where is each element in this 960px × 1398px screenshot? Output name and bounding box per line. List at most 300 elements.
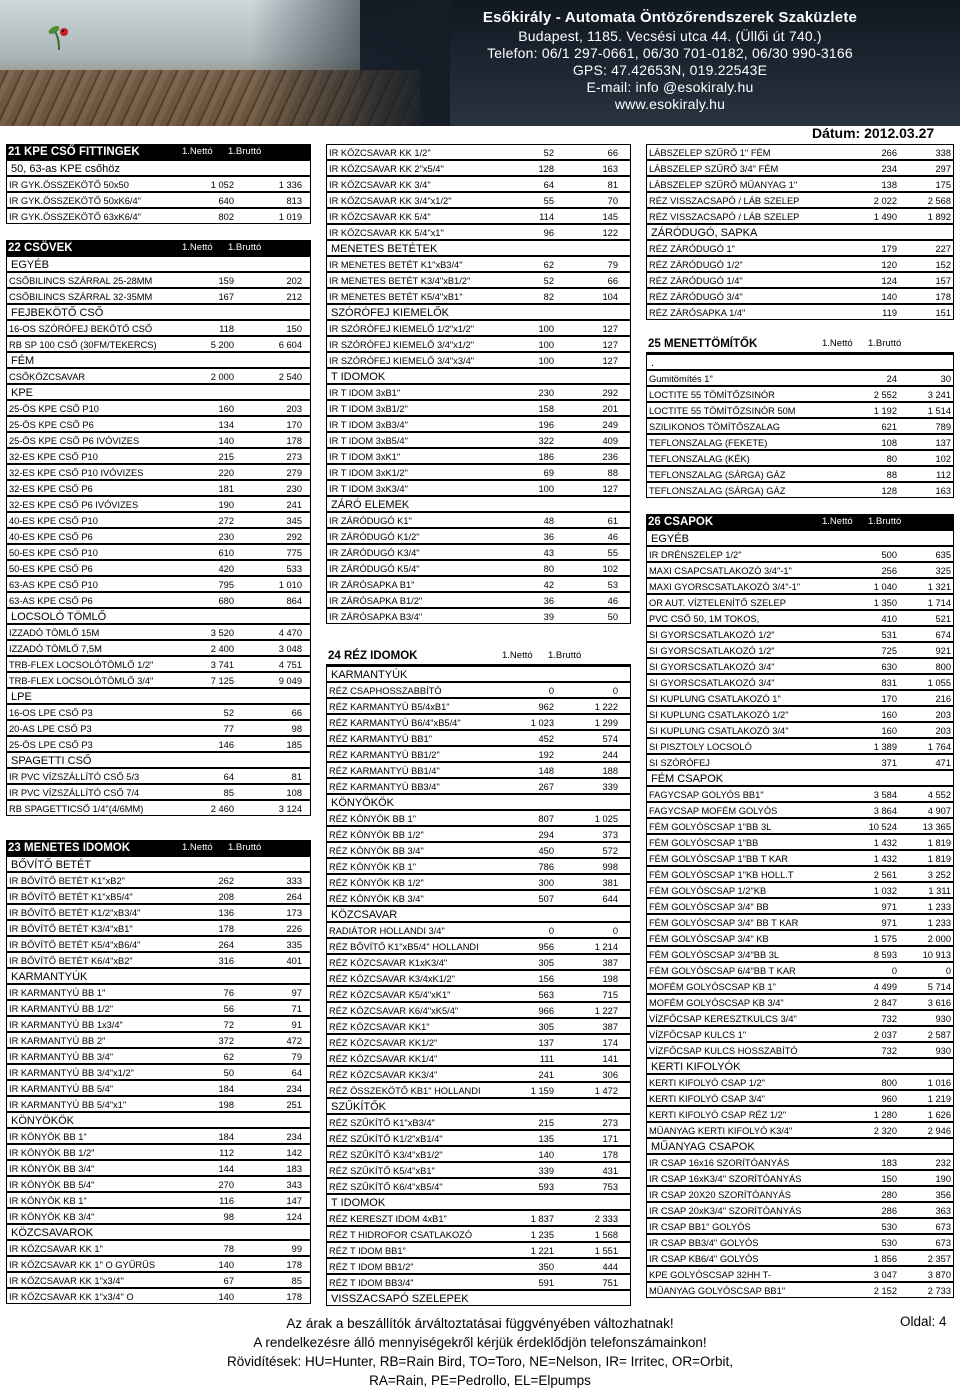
header-banner — [0, 0, 960, 126]
product-name: RÉZ KÖNYÖK BB 1/2" — [329, 830, 424, 840]
table-row — [6, 872, 311, 888]
gross-price: 1 321 — [927, 582, 951, 592]
subcategory-header — [326, 666, 631, 682]
table-row — [646, 240, 954, 256]
table-row — [326, 858, 631, 874]
net-price: 64 — [543, 180, 554, 190]
subcategory-title: MENETES BETÉTEK — [331, 243, 438, 255]
product-name: IR KÖZCSAVAR KK 2"x5/4" — [329, 164, 444, 174]
net-price: 286 — [881, 1206, 897, 1216]
product-name: RÉZ KARMANTYÚ BB1/2" — [329, 750, 440, 760]
product-name: RÉZ KARMANTYÚ BB1/4" — [329, 766, 440, 776]
net-price: 170 — [881, 694, 897, 704]
table-row — [6, 984, 311, 1000]
table-row — [326, 890, 631, 906]
net-price: 322 — [538, 436, 554, 446]
net-price: 5 200 — [210, 340, 234, 350]
table-row — [326, 336, 631, 352]
subcategory-title: SPAGETTI CSŐ — [11, 755, 92, 767]
net-price: 62 — [223, 1052, 234, 1062]
gross-price: 157 — [935, 276, 951, 286]
table-row — [646, 738, 954, 754]
product-name: RADIÁTOR HOLLANDI 3/4" — [329, 926, 445, 936]
net-price: 1 159 — [530, 1086, 554, 1096]
subcategory-header — [646, 354, 954, 370]
gross-price: 2 333 — [594, 1214, 618, 1224]
gross-price-header: 1.Bruttó — [868, 338, 902, 349]
table-row — [646, 1186, 954, 1202]
gross-price: 212 — [286, 292, 302, 302]
product-name: IR CSAP BB3/4" GOLYÓS — [649, 1238, 759, 1248]
product-name: SI SZÓRÓFEJ — [649, 758, 710, 768]
table-row — [646, 288, 954, 304]
product-name: OR AUT. VÍZTELENÍTŐ SZELEP — [649, 598, 786, 608]
subcategory-title: BŐVÍTŐ BETÉT — [11, 859, 92, 871]
table-row — [646, 978, 954, 994]
net-price: 140 — [218, 1292, 234, 1302]
gross-price: 751 — [602, 1278, 618, 1288]
net-price: 410 — [881, 614, 897, 624]
net-price: 112 — [219, 1148, 234, 1158]
product-name: Gumitömítés 1" — [649, 374, 713, 384]
net-price: 450 — [538, 846, 554, 856]
gross-price: 521 — [935, 614, 951, 624]
net-price: 500 — [881, 550, 897, 560]
product-name: SI KUPLUNG CSATLAKOZÓ 1/2" — [649, 710, 789, 720]
gross-price: 190 — [935, 1174, 951, 1184]
subcategory-title: KARMANTYÚK — [331, 669, 408, 681]
product-name: RÉZ ZÁRÓDUGÓ 1" — [649, 244, 735, 254]
product-name: RB SPAGETTICSŐ 1/4"(4/6MM) — [9, 804, 144, 814]
gross-price: 775 — [286, 548, 302, 558]
subcategory-title: LPE — [11, 691, 32, 703]
table-row — [6, 920, 311, 936]
subcategory-title: KARMANTYÚK — [11, 971, 88, 983]
net-price: 190 — [218, 500, 234, 510]
net-price: 530 — [881, 1222, 897, 1232]
table-row — [646, 466, 954, 482]
product-name: IR KARMANTYÚ BB 1" — [9, 988, 106, 998]
gross-price: 0 — [612, 686, 618, 696]
table-row — [326, 432, 631, 448]
gross-price: 137 — [935, 438, 951, 448]
table-row — [326, 352, 631, 368]
gross-price: 339 — [602, 782, 618, 792]
product-name: IR T IDOM 3xB5/4" — [329, 436, 408, 446]
subcategory-header — [326, 496, 631, 512]
net-price: 621 — [881, 422, 897, 432]
net-price: 452 — [538, 734, 554, 744]
table-row — [6, 1256, 311, 1272]
gross-price: 356 — [935, 1190, 951, 1200]
gross-price: 6 604 — [278, 340, 302, 350]
product-name: IR PVC VÍZSZÁLLÍTÓ CSŐ 5/3 — [9, 772, 140, 782]
product-name: IR KÖZCSAVAR KK 1"x3/4" O — [9, 1292, 134, 1302]
gross-price: 800 — [935, 662, 951, 672]
net-price: 88 — [886, 470, 897, 480]
company-gps: GPS: 47.42653N, 019.22543E — [572, 62, 768, 78]
spacer — [646, 320, 954, 336]
product-name: IR ZÁRÓDUGÓ K1" — [329, 516, 412, 526]
gross-price: 13 365 — [922, 822, 951, 832]
net-price: 8 593 — [873, 950, 897, 960]
gross-price-header: 1.Bruttó — [228, 146, 262, 157]
table-row — [326, 810, 631, 826]
subcategory-header — [6, 256, 311, 272]
gross-price: 147 — [286, 1196, 302, 1206]
gross-price: 1 714 — [927, 598, 951, 608]
net-price: 85 — [223, 788, 234, 798]
net-price: 2 000 — [210, 372, 234, 382]
product-name: RÉZ KÖNYÖK KB 1/2" — [329, 878, 424, 888]
net-price: 148 — [538, 766, 554, 776]
gross-price: 10 913 — [922, 950, 951, 960]
table-row — [326, 1274, 631, 1290]
gross-price: 1 227 — [594, 1006, 618, 1016]
gross-price: 170 — [286, 420, 302, 430]
gross-price: 85 — [291, 1276, 302, 1286]
gross-price: 66 — [291, 708, 302, 718]
subcategory-header — [326, 368, 631, 384]
product-name: 32-ES KPE CSŐ P10 IVÓVIZES — [9, 468, 144, 478]
gross-price: 930 — [935, 1046, 951, 1056]
table-row — [646, 674, 954, 690]
net-price: 807 — [538, 814, 554, 824]
table-row — [646, 256, 954, 272]
table-row — [6, 592, 311, 608]
net-price: 960 — [881, 1094, 897, 1104]
net-price: 178 — [218, 924, 234, 934]
gross-price: 273 — [286, 452, 302, 462]
net-price: 42 — [543, 580, 554, 590]
table-row — [6, 176, 311, 192]
gross-price: 789 — [935, 422, 951, 432]
product-name: 32-ES KPE CSŐ P6 — [9, 484, 93, 494]
gross-price: 198 — [602, 974, 618, 984]
net-price: 137 — [538, 1038, 554, 1048]
net-price-header: 1.Nettó — [822, 338, 853, 349]
table-row — [646, 1218, 954, 1234]
table-row — [326, 1226, 631, 1242]
table-row — [6, 272, 311, 288]
table-row — [326, 1050, 631, 1066]
net-price: 64 — [223, 772, 234, 782]
gross-price: 127 — [602, 340, 618, 350]
subcategory-title: SZÓRÓFEJ KIEMELŐK — [331, 307, 449, 319]
table-row — [6, 1176, 311, 1192]
gross-price: 232 — [935, 1158, 951, 1168]
gross-price: 3 124 — [278, 804, 302, 814]
gross-price: 163 — [935, 486, 951, 496]
gross-price: 4 470 — [278, 628, 302, 638]
net-price: 192 — [538, 750, 554, 760]
product-name: SI GYORSCSATLAKOZÓ 1/2" — [649, 646, 775, 656]
net-price: 1 350 — [873, 598, 897, 608]
table-row — [326, 1242, 631, 1258]
product-name: 25-ÖS KPE CSŐ P6 — [9, 420, 94, 430]
table-row — [646, 546, 954, 562]
gross-price: 3 252 — [927, 870, 951, 880]
category-title: 22 CSÖVEK — [8, 242, 73, 254]
gross-price: 2 540 — [278, 372, 302, 382]
product-name: RÉZ KÖZCSAVAR KK1/4" — [329, 1054, 438, 1064]
subcategory-header — [6, 968, 311, 984]
net-price: 305 — [538, 1022, 554, 1032]
subcategory-title: MŰANYAG CSAPOK — [651, 1141, 755, 1153]
table-row — [646, 1250, 954, 1266]
gross-price: 127 — [602, 324, 618, 334]
gross-price: 1 214 — [594, 942, 618, 952]
net-price: 2 320 — [873, 1126, 897, 1136]
product-name: IR ZÁRÓDUGÓ K3/4" — [329, 548, 420, 558]
product-name: IR SZÓRÓFEJ KIEMELŐ 1/2"x1/2" — [329, 324, 475, 334]
table-row — [646, 144, 954, 160]
page-footer — [0, 1314, 960, 1390]
net-price: 134 — [218, 420, 234, 430]
company-web[interactable]: www.esokiraly.hu — [614, 96, 726, 112]
gross-price: 753 — [602, 1182, 618, 1192]
net-price: 10 524 — [868, 822, 897, 832]
net-price: 2 552 — [873, 390, 897, 400]
net-price: 507 — [538, 894, 554, 904]
table-row — [6, 480, 311, 496]
gross-price: 151 — [935, 308, 951, 318]
table-row — [646, 1154, 954, 1170]
gross-price: 998 — [602, 862, 618, 872]
product-name: IR ZÁRÓDUGÓ K1/2" — [329, 532, 420, 542]
product-name: FÉM GOLYÓSCSAP 3/4"BB 3L — [649, 950, 780, 960]
gross-price: 46 — [607, 532, 618, 542]
subcategory-header — [6, 688, 311, 704]
net-price: 1 052 — [210, 180, 234, 190]
product-name: IR GYK.ÖSSZEKÖTŐ 50xK6/4" — [9, 196, 141, 206]
table-row — [646, 418, 954, 434]
footer-stock-note: A rendelkezésre álló mennyiségekről kérjük érdeklődjön telefonszámainkon! — [253, 1335, 707, 1350]
net-price: 159 — [218, 276, 234, 286]
net-price: 256 — [881, 566, 897, 576]
net-price: 136 — [218, 908, 234, 918]
gross-price: 401 — [286, 956, 302, 966]
gross-price: 333 — [286, 876, 302, 886]
table-row — [326, 1114, 631, 1130]
table-row — [6, 560, 311, 576]
net-price: 208 — [218, 892, 234, 902]
product-name: 63-AS KPE CSŐ P6 — [9, 596, 93, 606]
product-name: TEFLONSZALAG (FEKETE) — [649, 438, 768, 448]
table-row — [6, 432, 311, 448]
net-price-header: 1.Nettó — [182, 146, 213, 157]
product-name: FÉM GOLYÓSCSAP 3/4" KB — [649, 934, 769, 944]
product-name: IR GYK.ÖSSZEKÖTŐ 50x50 — [9, 180, 129, 190]
subcategory-title: KÖNYÖKÖK — [11, 1115, 74, 1127]
subcategory-header — [646, 224, 954, 240]
net-price: 2 037 — [873, 1030, 897, 1040]
net-price: 1 280 — [873, 1110, 897, 1120]
product-name: RÉZ T HIDROFOR CSATLAKOZÓ — [329, 1230, 473, 1240]
product-name: RÉZ KERESZT IDOM 4xB1" — [329, 1214, 447, 1224]
product-name: RÉZ KARMANTYÚ BB1" — [329, 734, 433, 744]
gross-price: 178 — [286, 436, 302, 446]
product-name: 16-OS SZÓRÓFEJ BEKÖTŐ CSŐ — [9, 324, 153, 334]
subcategory-title: EGYÉB — [11, 259, 49, 271]
page-number: Oldal: 4 — [900, 1314, 947, 1329]
product-name: IR CSAP 16xK3/4" SZORÍTÓANYÁS — [649, 1174, 802, 1184]
gross-price: 264 — [286, 892, 302, 902]
table-row — [6, 448, 311, 464]
table-row — [326, 1162, 631, 1178]
net-price: 100 — [538, 484, 554, 494]
table-row — [6, 1192, 311, 1208]
net-price: 50 — [223, 1068, 234, 1078]
net-price: 48 — [543, 516, 554, 526]
net-price: 156 — [538, 974, 554, 984]
net-price: 2 400 — [210, 644, 234, 654]
gross-price: 203 — [286, 404, 302, 414]
product-name: LÁBSZELEP SZŰRŐ MŰANYAG 1" — [649, 180, 798, 190]
table-row — [6, 512, 311, 528]
net-price: 179 — [881, 244, 897, 254]
product-name: IR MENETES BETÉT K1"xB3/4" — [329, 260, 463, 270]
table-row — [646, 946, 954, 962]
product-name: IR MENETES BETÉT K5/4"xB1" — [329, 292, 463, 302]
table-row — [6, 1080, 311, 1096]
table-row — [6, 1096, 311, 1112]
table-row — [326, 1178, 631, 1194]
net-price: 72 — [223, 1020, 234, 1030]
product-name: IR PVC VÍZSZÁLLÍTÓ CSŐ 7/4 — [9, 788, 140, 798]
table-row — [326, 698, 631, 714]
net-price: 962 — [538, 702, 554, 712]
gross-price: 273 — [602, 1118, 618, 1128]
net-price: 140 — [218, 1260, 234, 1270]
subcategory-title: ZÁRÓDUGÓ, SAPKA — [651, 227, 758, 239]
net-price: 181 — [218, 484, 234, 494]
product-name: PVC CSŐ 50, 1M TOKOS, — [649, 614, 760, 624]
net-price: 1 192 — [873, 406, 897, 416]
net-price: 36 — [543, 532, 554, 542]
product-name: RÉZ SZŰKÍTŐ K5/4"xB1" — [329, 1166, 435, 1176]
category-header — [6, 144, 311, 160]
table-row — [646, 304, 954, 320]
footer-abbreviations-cont: RA=Rain, PE=Pedrollo, EL=Elpumps — [369, 1373, 591, 1388]
product-name: 25-ÖS KPE CSŐ P6 IVÓVIZES — [9, 436, 140, 446]
table-row — [6, 400, 311, 416]
product-name: LOCTITE 55 TÖMÍTŐZSINÓR 50M — [649, 406, 796, 416]
table-row — [6, 544, 311, 560]
subcategory-title: FEJBEKÖTŐ CSŐ — [11, 307, 104, 319]
table-row — [646, 690, 954, 706]
company-name: Esőkirály - Automata Öntözőrendszerek Szaküzlete — [482, 9, 858, 26]
category-title: 24 RÉZ IDOMOK — [328, 650, 418, 662]
net-price: 267 — [538, 782, 554, 792]
product-name: IR CSAP 16x16 SZORÍTÓANYÁS — [649, 1158, 790, 1168]
product-name: RÉZ SZŰKÍTŐ K1"xB3/4" — [329, 1118, 435, 1128]
product-name: 50-ES KPE CSŐ P6 — [9, 564, 93, 574]
product-name: SZILIKONOS TÖMÍTŐSZALAG — [649, 422, 781, 432]
table-row — [6, 576, 311, 592]
subcategory-header — [326, 1098, 631, 1114]
net-price: 802 — [218, 212, 234, 222]
gross-price: 173 — [286, 908, 302, 918]
price-list-date: Dátum: 2012.03.27 — [812, 125, 935, 141]
product-name: IR CSAP 20X20 SZORÍTÓANYÁS — [649, 1190, 791, 1200]
product-name: IR KÖZCSAVAR KK 1" O GYŰRŰS — [9, 1260, 156, 1270]
table-row — [646, 1202, 954, 1218]
table-row — [6, 736, 311, 752]
net-price: 3 864 — [873, 806, 897, 816]
gross-price: 55 — [607, 548, 618, 558]
net-price: 52 — [543, 276, 554, 286]
table-row — [6, 904, 311, 920]
table-row — [6, 1240, 311, 1256]
table-row — [6, 1032, 311, 1048]
table-row — [6, 784, 311, 800]
net-price: 120 — [881, 260, 897, 270]
product-name: LÁBSZELEP SZŰRŐ 3/4" FÉM — [649, 164, 779, 174]
gross-price: 1 016 — [927, 1078, 951, 1088]
product-name: FÉM GOLYÓSCSAP 1/2"KB — [649, 886, 767, 896]
net-price: 100 — [538, 356, 554, 366]
table-row — [326, 560, 631, 576]
product-name: 25-ÖS KPE CSŐ P10 — [9, 404, 99, 414]
net-price-header: 1.Nettó — [502, 650, 533, 661]
table-row — [326, 448, 631, 464]
net-price: 316 — [218, 956, 234, 966]
table-row — [646, 1266, 954, 1282]
subcategory-header — [326, 794, 631, 810]
gross-price: 9 049 — [278, 676, 302, 686]
table-row — [326, 480, 631, 496]
net-price: 111 — [539, 1054, 554, 1064]
gross-price: 1 233 — [927, 918, 951, 928]
product-name: RÉZ VISSZACSAPÓ / LÁB SZELEP — [649, 212, 800, 222]
subcategory-title: KERTI KIFOLYÓK — [651, 1061, 741, 1073]
table-row — [326, 1210, 631, 1226]
subcategory-title: FÉM — [11, 355, 35, 367]
table-row — [326, 160, 631, 176]
net-price: 77 — [223, 724, 234, 734]
table-row — [6, 704, 311, 720]
gross-price: 335 — [286, 940, 302, 950]
subcategory-header — [646, 530, 954, 546]
product-name: FÉM GOLYÓSCSAP 1"BB 3L — [649, 822, 772, 832]
product-name: IR KÖNYÖK BB 5/4" — [9, 1180, 95, 1190]
product-name: MOFÉM GOLYÓSCSAP KB 1" — [649, 982, 776, 992]
table-row — [646, 562, 954, 578]
gross-price: 338 — [935, 148, 951, 158]
category-header — [646, 336, 954, 354]
net-price: 138 — [881, 180, 897, 190]
gross-price: 1 819 — [927, 838, 951, 848]
company-email[interactable]: E-mail: info @esokiraly.hu — [586, 79, 754, 95]
subcategory-title: KPE — [11, 387, 34, 399]
table-row — [646, 1042, 954, 1058]
net-price-header: 1.Nettó — [182, 842, 213, 853]
net-price: 80 — [543, 564, 554, 574]
product-name: IR KARMANTYÚ BB 1/2" — [9, 1004, 114, 1014]
gross-price: 1 819 — [927, 854, 951, 864]
net-price: 146 — [218, 740, 234, 750]
table-row — [646, 610, 954, 626]
gross-price: 387 — [602, 958, 618, 968]
net-price: 2 561 — [873, 870, 897, 880]
table-row — [6, 1000, 311, 1016]
product-name: SI KUPLUNG CSATLAKOZÓ 1" — [649, 694, 781, 704]
net-price: 98 — [223, 1212, 234, 1222]
table-row — [646, 930, 954, 946]
net-price: 128 — [538, 164, 554, 174]
gross-price: 387 — [602, 1022, 618, 1032]
